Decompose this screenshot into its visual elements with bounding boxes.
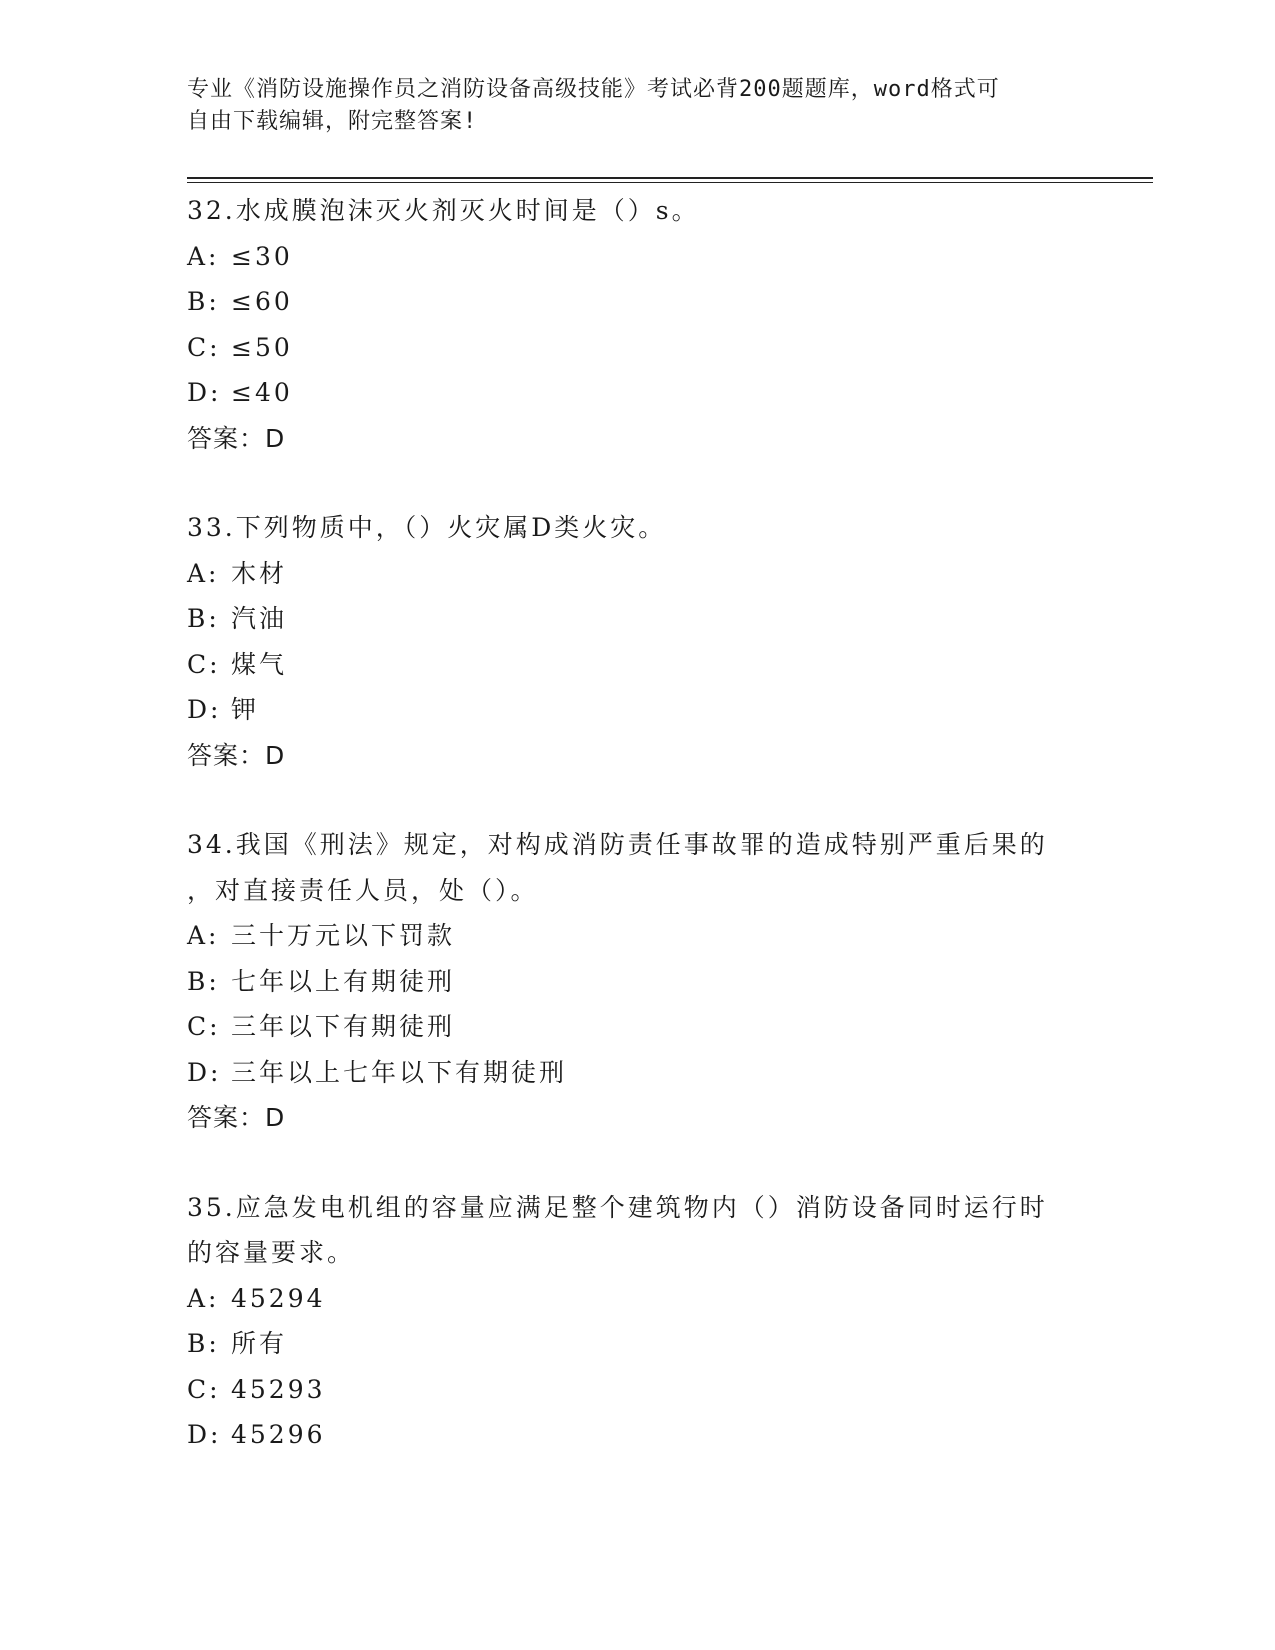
option-text: 七年以上有期徒刑	[231, 966, 456, 996]
question-stem-continued: 的容量要求。	[187, 1238, 356, 1267]
option-letter: C:	[187, 1374, 221, 1404]
option-letter: C:	[187, 649, 221, 679]
option-text: ≤30	[231, 241, 293, 271]
option-c	[187, 1004, 1087, 1050]
answer-line: 答案：D	[187, 423, 286, 453]
option-text: 45293	[231, 1374, 326, 1404]
option-text: ≤60	[231, 287, 293, 316]
answer-line: 答案：D	[187, 1103, 286, 1132]
option-c	[187, 1367, 1087, 1413]
option-a	[187, 234, 1087, 280]
option-b	[187, 279, 1087, 325]
header-divider-thin	[187, 182, 1153, 183]
question-35	[187, 1185, 1087, 1458]
option-b	[187, 1321, 1087, 1367]
option-c	[187, 642, 1087, 688]
option-d	[187, 1050, 1087, 1096]
option-text: 三十万元以下罚款	[231, 921, 456, 950]
question-stem: 32.水成膜泡沫灭火剂灭火时间是（）s。	[187, 196, 700, 225]
option-a	[187, 913, 1087, 959]
option-text: 煤气	[231, 649, 288, 679]
option-letter: A:	[187, 921, 220, 950]
option-a	[187, 1276, 1087, 1322]
option-letter: B:	[187, 1329, 220, 1358]
option-letter: C:	[187, 1012, 221, 1041]
option-d	[187, 687, 1087, 733]
question-stem-continued: ，对直接责任人员，处（）。	[187, 875, 539, 905]
option-letter: A:	[187, 1283, 220, 1313]
option-text: 木材	[231, 558, 288, 588]
option-text: ≤50	[231, 332, 293, 362]
header-line-1: 专业《消防设施操作员之消防设备高级技能》考试必背200题题库，word格式可	[187, 77, 1000, 102]
header-line-2: 自由下载编辑，附完整答案!	[187, 109, 478, 134]
option-c	[187, 325, 1087, 371]
question-list	[187, 188, 1087, 1458]
question-33	[187, 505, 1087, 778]
option-b	[187, 959, 1087, 1005]
option-a	[187, 551, 1087, 597]
question-stem: 34.我国《刑法》规定，对构成消防责任事故罪的造成特别严重后果的	[187, 830, 1048, 859]
option-text: 三年以下有期徒刑	[231, 1012, 456, 1041]
option-d	[187, 1412, 1087, 1458]
option-text: 三年以上七年以下有期徒刑	[231, 1057, 568, 1087]
option-letter: C:	[187, 332, 221, 362]
header-divider-thick	[187, 177, 1153, 179]
option-letter: D:	[187, 695, 222, 724]
page-header	[187, 74, 1067, 138]
option-d	[187, 370, 1087, 416]
option-letter: B:	[187, 966, 220, 996]
question-32	[187, 188, 1087, 461]
answer-line: 答案：D	[187, 740, 286, 770]
question-stem: 33.下列物质中，（）火灾属D类火灾。	[187, 513, 667, 542]
option-letter: B:	[187, 287, 220, 316]
option-text: 钾	[231, 695, 260, 724]
option-letter: A:	[187, 558, 220, 588]
option-text: ≤40	[231, 378, 293, 407]
option-text: 所有	[231, 1329, 288, 1358]
option-text: 45296	[231, 1420, 326, 1449]
option-letter: D:	[187, 1420, 222, 1449]
option-text: 45294	[231, 1283, 326, 1313]
option-text: 汽油	[231, 604, 288, 633]
question-stem: 35.应急发电机组的容量应满足整个建筑物内（）消防设备同时运行时	[187, 1192, 1048, 1222]
option-letter: D:	[187, 378, 222, 407]
option-letter: D:	[187, 1057, 222, 1087]
option-b	[187, 596, 1087, 642]
option-letter: A:	[187, 241, 220, 271]
option-letter: B:	[187, 604, 220, 633]
question-34	[187, 822, 1087, 1141]
